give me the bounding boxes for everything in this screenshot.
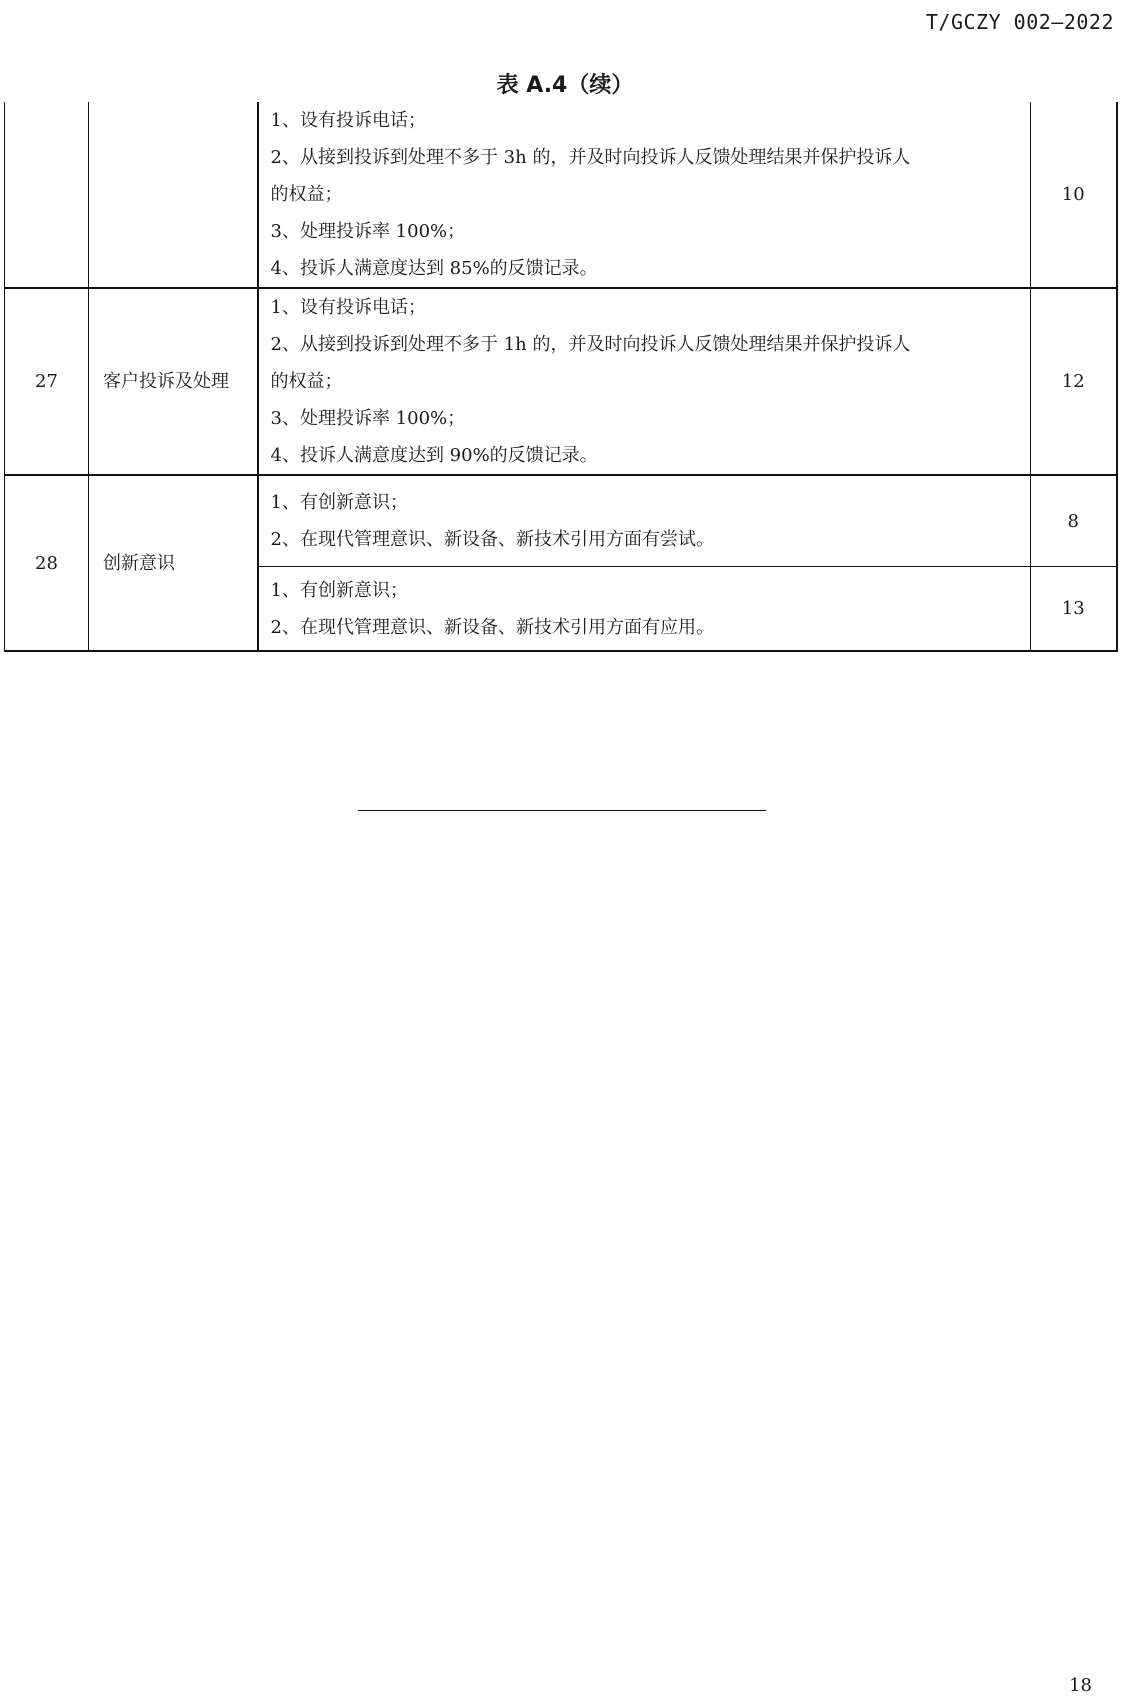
table-row <box>5 102 1117 288</box>
criteria-table <box>4 102 1118 652</box>
score-cell: 8 <box>1031 475 1117 567</box>
page-number: 18 <box>1069 1675 1092 1696</box>
row-number-cell: 27 <box>5 288 89 475</box>
requirement-line: 1、设有投诉电话； <box>270 297 426 318</box>
row-number-cell: 28 <box>5 475 89 651</box>
table-row <box>5 475 1117 567</box>
row-item-cell <box>89 102 258 288</box>
requirement-line: 2、在现代管理意识、新设备、新技术引用方面有应用。 <box>270 616 714 638</box>
requirements-cell <box>258 475 1031 567</box>
end-of-document-rule <box>358 810 766 811</box>
requirement-line: 的权益； <box>270 184 343 205</box>
document-code: T/GCZY 002—2022 <box>925 10 1114 34</box>
requirement-line: 3、处理投诉率 100%； <box>270 408 466 429</box>
score-cell: 12 <box>1031 288 1117 475</box>
requirement-line: 的权益； <box>270 371 343 392</box>
requirement-line: 1、有创新意识； <box>270 579 408 601</box>
row-item-cell: 创新意识 <box>89 475 258 651</box>
requirement-line: 2、从接到投诉到处理不多于 1h 的，并及时向投诉人反馈处理结果并保护投诉人 <box>270 334 911 355</box>
table-title: 表 A.4（续） <box>496 73 634 98</box>
requirement-line: 1、有创新意识； <box>270 492 408 513</box>
requirement-line: 3、处理投诉率 100%； <box>270 221 466 242</box>
score-cell: 10 <box>1031 102 1117 288</box>
requirements-cell <box>258 567 1031 652</box>
requirements-cell <box>258 288 1031 475</box>
requirement-line: 1、设有投诉电话； <box>270 110 426 131</box>
requirement-line: 2、在现代管理意识、新设备、新技术引用方面有尝试。 <box>270 529 714 550</box>
requirements-cell <box>258 102 1031 288</box>
table-row <box>5 288 1117 475</box>
score-cell: 13 <box>1031 567 1117 652</box>
row-number-cell <box>5 102 89 288</box>
requirement-line: 4、投诉人满意度达到 90%的反馈记录。 <box>270 445 598 466</box>
row-item-cell: 客户投诉及处理 <box>89 288 258 475</box>
requirement-line: 4、投诉人满意度达到 85%的反馈记录。 <box>270 258 598 279</box>
requirement-line: 2、从接到投诉到处理不多于 3h 的，并及时向投诉人反馈处理结果并保护投诉人 <box>270 147 911 168</box>
